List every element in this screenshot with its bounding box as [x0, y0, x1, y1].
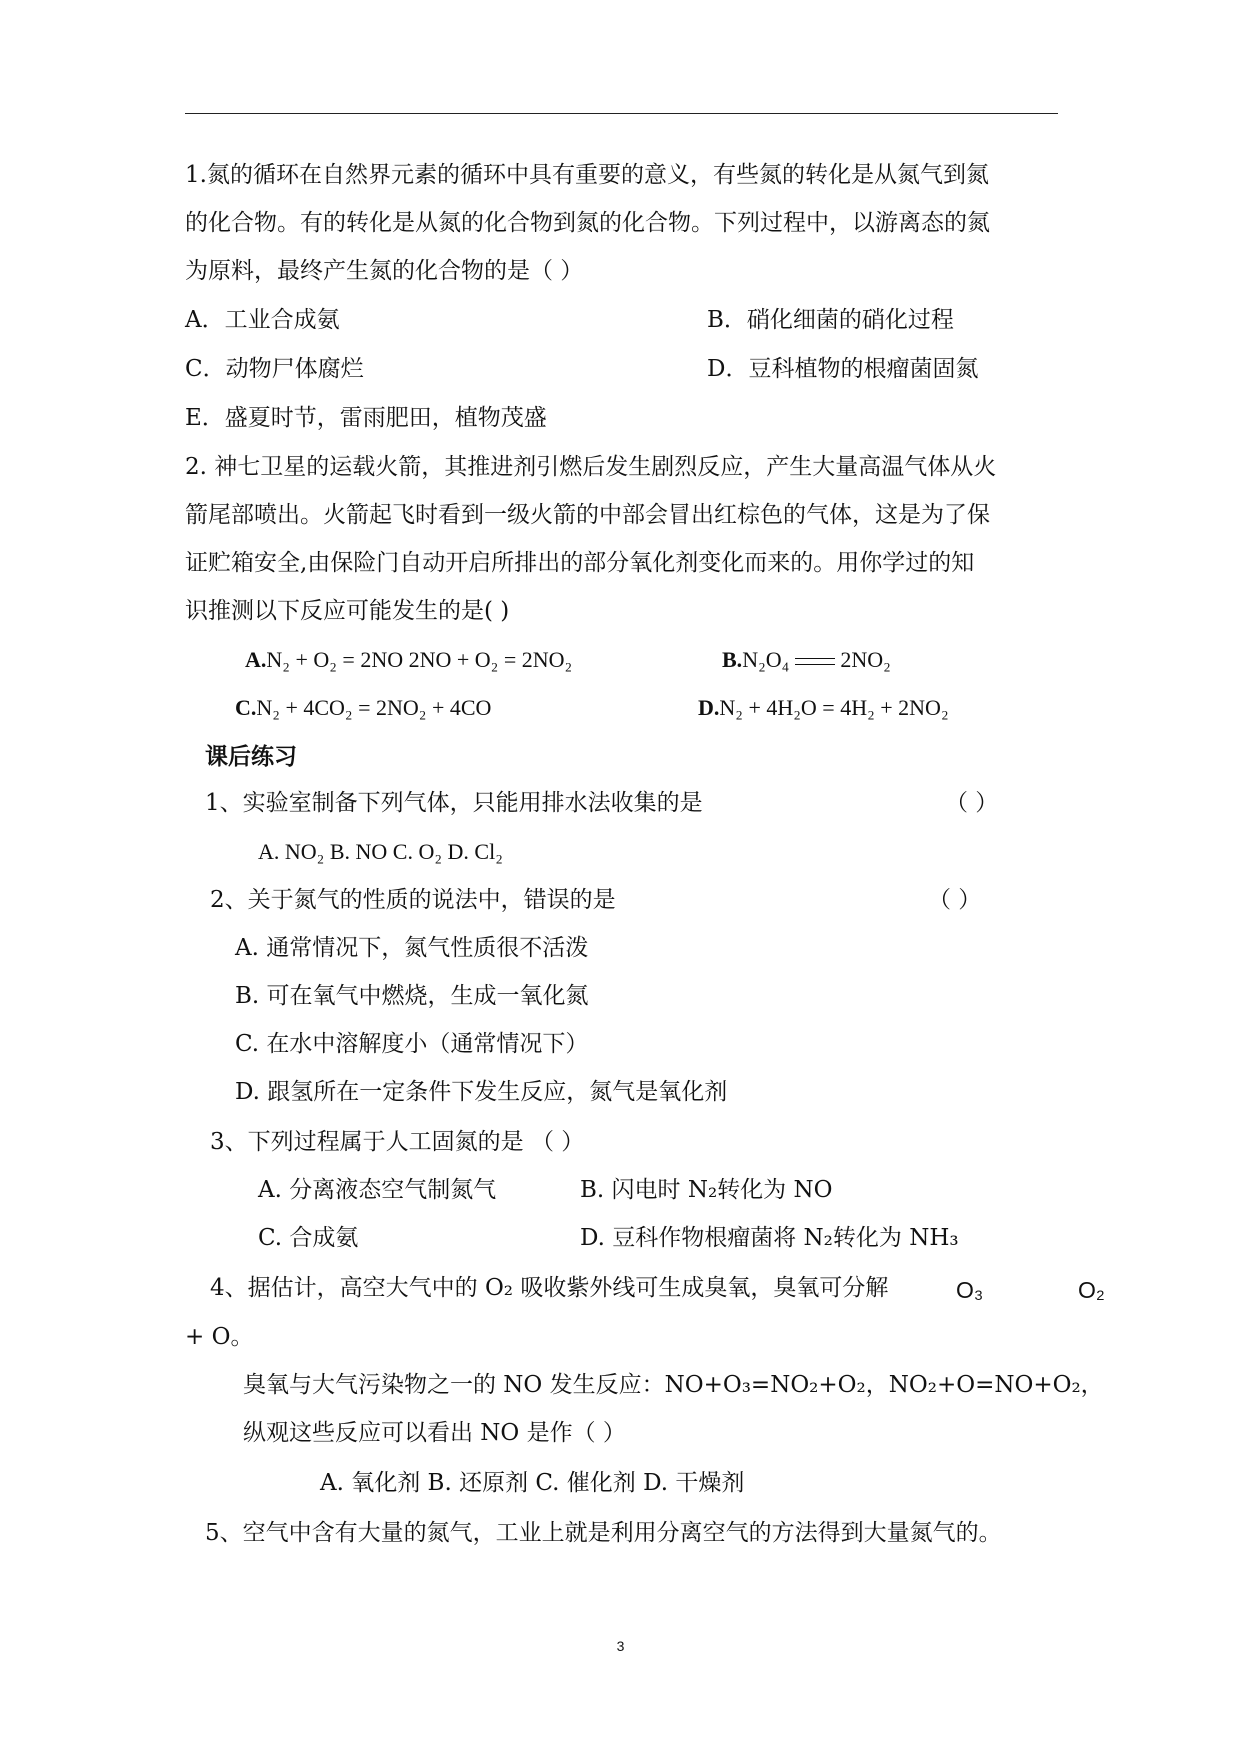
header-rule: [185, 113, 1058, 114]
q2-option-b-right: 2NO₂: [840, 647, 891, 672]
page-number: 3: [616, 1638, 625, 1654]
ex4-line2: + O。: [185, 1324, 254, 1350]
q2-option-d-equation: N₂ + 4H₂O = 4H₂ + 2NO₂: [719, 695, 949, 720]
section-title: 课后练习: [205, 743, 297, 770]
q2-option-a: [245, 645, 572, 675]
q2-line2: 箭尾部喷出。火箭起飞时看到一级火箭的中部会冒出红棕色的气体，这是为了保: [185, 502, 990, 528]
ex2-option-a: A. 通常情况下，氮气性质很不活泼: [235, 935, 589, 961]
ex3-option-a: A. 分离液态空气制氮气: [258, 1177, 497, 1203]
q2-option-d: [698, 693, 949, 723]
q1-option-c: C．动物尸体腐烂: [185, 356, 364, 382]
q1-line3: 为原料，最终产生氮的化合物的是（ ）: [185, 258, 584, 284]
ex3-option-c: C. 合成氨: [258, 1225, 359, 1251]
q2-option-c: [235, 693, 491, 723]
q1-line1: 1.氮的循环在自然界元素的循环中具有重要的意义，有些氮的转化是从氮气到氮: [185, 162, 989, 188]
ex2-option-d: D. 跟氢所在一定条件下发生反应，氮气是氧化剂: [235, 1079, 728, 1105]
q2-option-b-left: N₂O₄: [742, 647, 790, 672]
ex1-stem: 1、实验室制备下列气体，只能用排水法收集的是: [205, 790, 703, 816]
ex4-line3: 臭氧与大气污染物之一的 NO 发生反应：NO+O₃=NO₂+O₂，NO₂+O=NO+O₂，: [243, 1372, 1104, 1398]
ex3-option-d: D. 豆科作物根瘤菌将 N₂转化为 NH₃: [580, 1225, 959, 1251]
q2-option-d-label: D.: [698, 695, 720, 720]
equilibrium-arrow-icon: [795, 655, 835, 669]
q2-option-c-label: C.: [235, 695, 257, 720]
q1-option-e: E．盛夏时节，雷雨肥田，植物茂盛: [185, 405, 547, 431]
q1-option-b: B．硝化细菌的硝化过程: [707, 307, 954, 333]
q2-option-a-label: A.: [245, 647, 267, 672]
ex5-line1: 5、空气中含有大量的氮气，工业上就是利用分离空气的方法得到大量氮气的。: [205, 1520, 1002, 1546]
q1-option-d: D．豆科植物的根瘤菌固氮: [707, 356, 979, 382]
ex4-line1: 4、据估计，高空大气中的 O₂ 吸收紫外线可生成臭氧，臭氧可分解: [210, 1275, 889, 1301]
ex1-options: A. NO₂ B. NO C. O₂ D. Cl₂: [258, 839, 503, 864]
ex4-o3: O₃: [956, 1277, 984, 1303]
ex4-options: A. 氧化剂 B. 还原剂 C. 催化剂 D. 干燥剂: [320, 1470, 745, 1496]
q2-line3: 证贮箱安全,由保险门自动开启所排出的部分氧化剂变化而来的。用你学过的知: [185, 550, 975, 576]
ex3-stem: 3、下列过程属于人工固氮的是 （ ）: [210, 1129, 585, 1155]
ex4-line4: 纵观这些反应可以看出 NO 是作（ ）: [243, 1420, 626, 1446]
ex2-stem: 2、关于氮气的性质的说法中，错误的是: [210, 887, 616, 913]
q2-line1: 2. 神七卫星的运载火箭，其推进剂引燃后发生剧烈反应，产生大量高温气体从火: [185, 454, 997, 480]
q2-option-b-label: B.: [722, 647, 743, 672]
ex1-answer-paren: （ ）: [945, 790, 999, 816]
ex2-option-b: B. 可在氧气中燃烧，生成一氧化氮: [235, 983, 589, 1009]
ex2-answer-paren: （ ）: [928, 887, 982, 913]
ex4-o2: O₂: [1078, 1277, 1105, 1303]
q2-option-c-equation: N₂ + 4CO₂ = 2NO₂ + 4CO: [256, 695, 492, 720]
ex3-option-b: B. 闪电时 N₂转化为 NO: [580, 1177, 833, 1203]
ex2-option-c: C. 在水中溶解度小（通常情况下）: [235, 1031, 589, 1057]
q2-line4: 识推测以下反应可能发生的是( ): [185, 598, 510, 624]
q2-option-a-equation: N₂ + O₂ = 2NO 2NO + O₂ = 2NO₂: [266, 647, 573, 672]
q2-option-b: [722, 645, 891, 675]
q1-option-a: A．工业合成氨: [185, 307, 340, 333]
q1-line2: 的化合物。有的转化是从氮的化合物到氮的化合物。下列过程中，以游离态的氮: [185, 210, 990, 236]
